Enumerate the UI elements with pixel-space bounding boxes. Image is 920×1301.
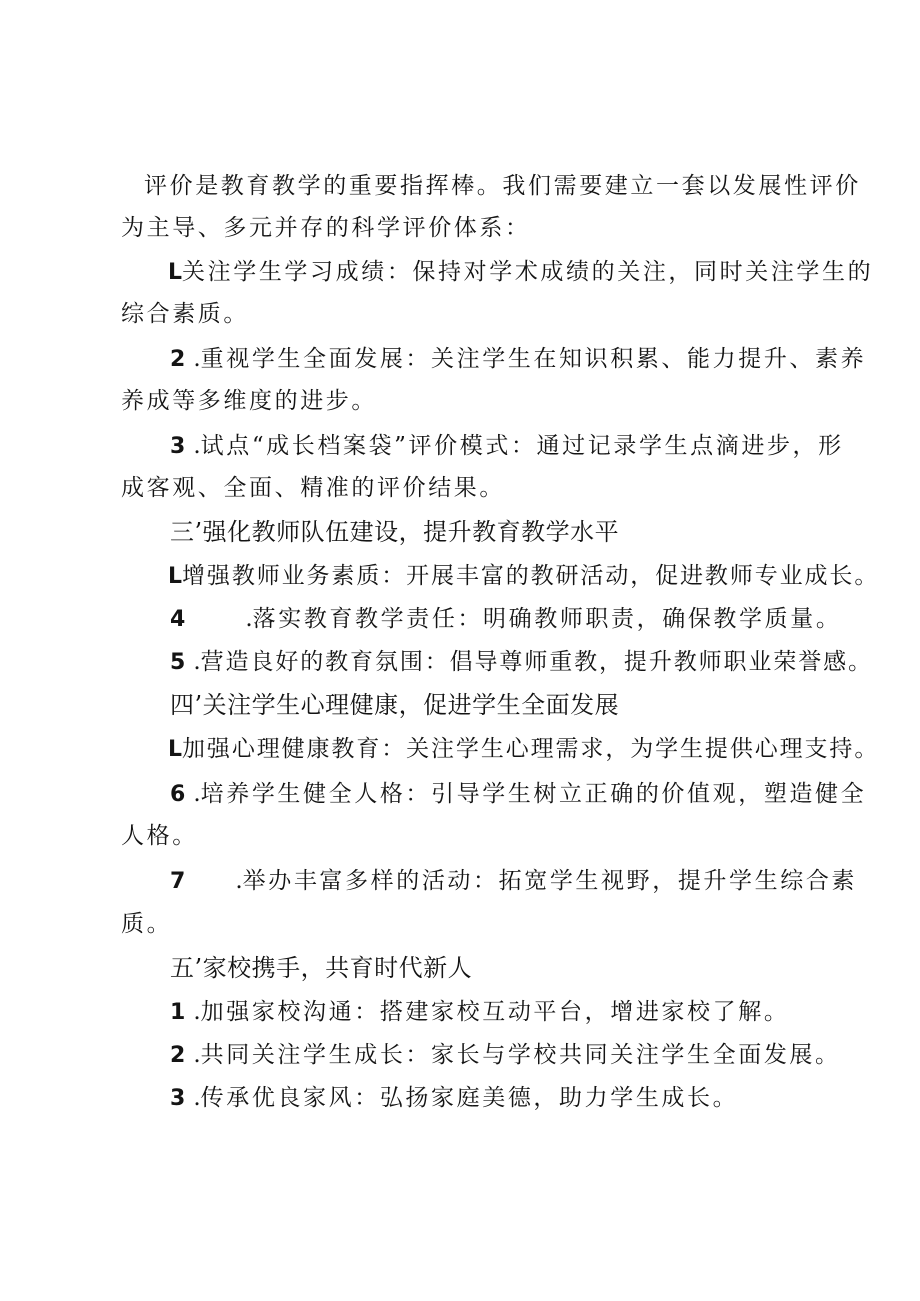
list-number: 2 [170,1043,186,1068]
intro-line-2: 为主导、多元并存的科学评价体系： [121,215,531,241]
list-item-text: 举办丰富多样的活动：拓宽学生视野，提升学生综合素 [242,868,858,894]
list-number: 3 [170,1086,186,1111]
list-number: 1 [170,1000,186,1025]
list-item-text: 加强心理健康教育：关注学生心理需求，为学生提供心理支持。 [182,736,880,762]
list-item-text: 关注学生学习成绩：保持对学术成绩的关注，同时关注学生的 [182,259,874,285]
list-item-text: 加强家校沟通：搭建家校互动平台，增进家校了解。 [200,999,790,1025]
section-3-item-1 [168,561,879,592]
list-number: 6 [170,782,186,807]
section-4-item-2 [170,779,866,810]
section-4-item-3 [170,866,857,897]
list-dot: . [193,649,201,675]
eval-item-2-continuation: 养成等多维度的进步。 [121,388,377,414]
section-3-heading: 三’强化教师队伍建设，提升教育教学水平 [170,518,620,546]
section-5-item-1 [170,997,789,1028]
list-number: 2 [170,347,186,372]
list-dot: . [235,868,243,894]
eval-item-3 [170,431,844,462]
section-5-item-3 [170,1083,738,1114]
section-4-item-1 [168,734,879,765]
intro-line-1: 评价是教育教学的重要指挥棒。我们需要建立一套以发展性评价 [144,173,861,199]
list-number: L [168,260,183,285]
section-4-item-3-continuation: 质。 [121,911,173,937]
list-number: 5 [170,650,186,675]
list-item-text: 培养学生健全人格：引导学生树立正确的价值观，塑造健全 [200,781,867,807]
section-4-heading: 四’关注学生心理健康，促进学生全面发展 [170,691,620,719]
eval-item-1-continuation: 综合素质。 [121,301,249,327]
section-5-item-2 [170,1040,841,1071]
list-item-text: 落实教育教学责任：明确教师职责，确保教学质量。 [252,606,842,632]
section-5-heading: 五’家校携手，共育时代新人 [170,954,473,982]
list-number: 4 [170,607,186,632]
list-item-text: 重视学生全面发展：关注学生在知识积累、能力提升、素养 [200,346,867,372]
list-dot: . [193,781,201,807]
list-number: L [168,737,183,762]
list-item-text: 营造良好的教育氛围：倡导尊师重教，提升教师职业荣誉感。 [200,649,873,675]
list-item-text: 试点“成长档案袋”评价模式：通过记录学生点滴进步，形 [200,433,844,459]
list-dot: . [193,999,201,1025]
list-dot: . [193,433,201,459]
list-item-text: 增强教师业务素质：开展丰富的教研活动，促进教师专业成长。 [182,563,880,589]
list-number: 3 [170,434,186,459]
list-item-text: 传承优良家风：弘扬家庭美德，助力学生成长。 [200,1085,739,1111]
section-3-item-2 [170,604,841,635]
eval-item-2 [170,344,866,375]
list-dot: . [193,1042,201,1068]
list-dot: . [245,606,253,632]
list-number: 7 [170,869,186,894]
section-3-item-3 [170,647,873,678]
eval-item-1 [168,257,873,288]
eval-item-3-continuation: 成客观、全面、精准的评价结果。 [121,475,505,501]
section-4-item-2-continuation: 人格。 [121,823,198,849]
list-number: L [168,564,183,589]
list-item-text: 共同关注学生成长：家长与学校共同关注学生全面发展。 [200,1042,841,1068]
list-dot: . [193,346,201,372]
list-dot: . [193,1085,201,1111]
